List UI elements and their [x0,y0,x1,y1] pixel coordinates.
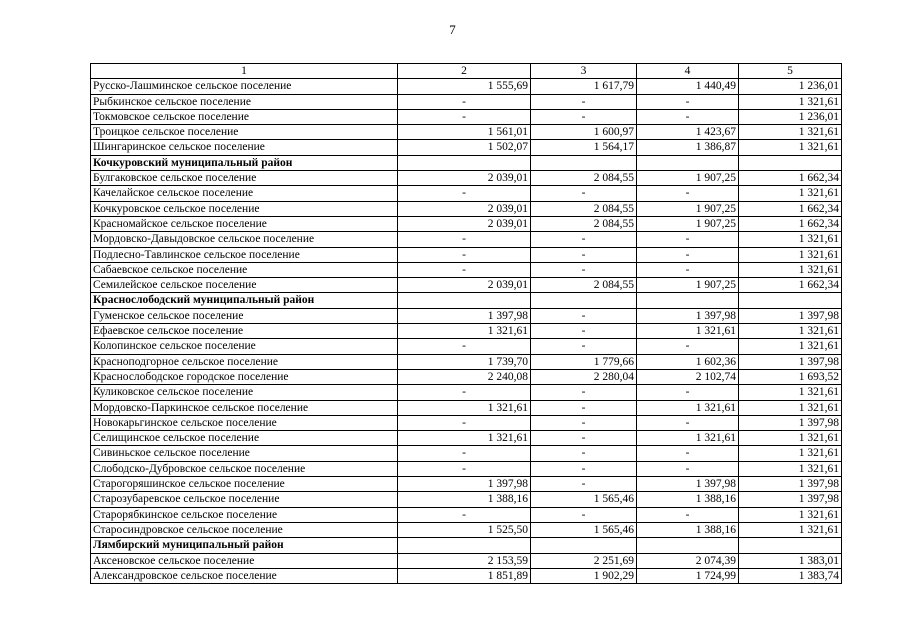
value-cell-col4: 2 074,39 [637,553,739,568]
value-cell-col5: 1 321,61 [739,446,842,461]
value-cell-col3: - [531,415,637,430]
table-row [91,247,842,262]
value-cell-col5: 1 321,61 [739,385,842,400]
table-row [91,385,842,400]
value-cell-col2: 2 039,01 [398,278,531,293]
settlement-name: Аксеновское сельское поселение [91,553,398,568]
value-cell-col4: 1 724,99 [637,568,739,583]
settlement-name: Старогоряшинское сельское поселение [91,477,398,492]
value-cell-col2: 1 397,98 [398,308,531,323]
value-cell-col3: - [531,400,637,415]
settlement-name: Булгаковское сельское поселение [91,171,398,186]
value-cell-col3: - [531,339,637,354]
value-cell-col2: - [398,385,531,400]
settlement-name: Колопинское сельское поселение [91,339,398,354]
table-row [91,400,842,415]
tariff-table [90,63,842,584]
value-cell-col5: 1 397,98 [739,308,842,323]
value-cell-col4: - [637,232,739,247]
settlement-name: Шингаринское сельское поселение [91,140,398,155]
column-header: 2 [398,64,531,79]
settlement-name: Кочкуровское сельское поселение [91,201,398,216]
value-cell-col4: - [637,94,739,109]
empty-cell [398,155,531,170]
value-cell-col2: - [398,186,531,201]
value-cell-col2: - [398,415,531,430]
value-cell-col3: - [531,507,637,522]
value-cell-col2: 1 502,07 [398,140,531,155]
settlement-name: Подлесно-Тавлинское сельское поселение [91,247,398,262]
value-cell-col4: 1 321,61 [637,400,739,415]
table-row [91,492,842,507]
value-cell-col4: - [637,415,739,430]
value-cell-col3: 2 251,69 [531,553,637,568]
value-cell-col3: 1 617,79 [531,79,637,94]
settlement-name: Сивиньское сельское поселение [91,446,398,461]
district-header-row [91,293,842,308]
value-cell-col4: 1 907,25 [637,201,739,216]
settlement-name: Русско-Лашминское сельское поселение [91,79,398,94]
settlement-name: Качелайское сельское поселение [91,186,398,201]
settlement-name: Краснослободское городское поселение [91,369,398,384]
table-row [91,140,842,155]
value-cell-col2: 2 039,01 [398,216,531,231]
value-cell-col5: 1 397,98 [739,415,842,430]
value-cell-col3: - [531,324,637,339]
value-cell-col5: 1 236,01 [739,79,842,94]
empty-cell [637,293,739,308]
value-cell-col2: - [398,339,531,354]
table-row [91,308,842,323]
value-cell-col4: - [637,247,739,262]
value-cell-col3: - [531,262,637,277]
value-cell-col4: 2 102,74 [637,369,739,384]
value-cell-col5: 1 397,98 [739,354,842,369]
value-cell-col2: 2 240,08 [398,369,531,384]
value-cell-col5: 1 321,61 [739,431,842,446]
value-cell-col2: - [398,232,531,247]
value-cell-col3: - [531,431,637,446]
empty-cell [637,538,739,553]
header-row [91,64,842,79]
settlement-name: Ефаевское сельское поселение [91,324,398,339]
table-row [91,94,842,109]
district-header-row [91,538,842,553]
value-cell-col3: 1 565,46 [531,522,637,537]
empty-cell [739,293,842,308]
settlement-name: Сабаевское сельское поселение [91,262,398,277]
settlement-name: Куликовское сельское поселение [91,385,398,400]
settlement-name: Гуменское сельское поселение [91,308,398,323]
value-cell-col2: 1 388,16 [398,492,531,507]
settlement-name: Токмовское сельское поселение [91,109,398,124]
empty-cell [531,155,637,170]
value-cell-col3: 2 084,55 [531,171,637,186]
value-cell-col2: 1 397,98 [398,477,531,492]
empty-cell [531,538,637,553]
table-row [91,232,842,247]
value-cell-col3: - [531,232,637,247]
table-row [91,171,842,186]
settlement-name: Мордовско-Паркинское сельское поселение [91,400,398,415]
table-row [91,216,842,231]
value-cell-col2: - [398,461,531,476]
value-cell-col2: 1 851,89 [398,568,531,583]
table-row [91,79,842,94]
value-cell-col4: - [637,385,739,400]
settlement-name: Краснoподгорное сельское поселение [91,354,398,369]
value-cell-col4: 1 388,16 [637,492,739,507]
table-row [91,201,842,216]
table-row [91,354,842,369]
value-cell-col2: 1 321,61 [398,324,531,339]
value-cell-col2: - [398,109,531,124]
table-row [91,446,842,461]
value-cell-col5: 1 321,61 [739,186,842,201]
value-cell-col3: - [531,109,637,124]
value-cell-col5: 1 321,61 [739,522,842,537]
value-cell-col3: 2 084,55 [531,278,637,293]
value-cell-col3: - [531,308,637,323]
table-body [91,64,842,584]
empty-cell [739,155,842,170]
value-cell-col4: 1 397,98 [637,477,739,492]
value-cell-col3: - [531,94,637,109]
district-name: Лямбирский муниципальный район [91,538,398,553]
table-row [91,477,842,492]
settlement-name: Троицкое сельское поселение [91,125,398,140]
empty-cell [531,293,637,308]
value-cell-col5: 1 397,98 [739,492,842,507]
empty-cell [398,538,531,553]
value-cell-col3: 1 600,97 [531,125,637,140]
value-cell-col3: 1 902,29 [531,568,637,583]
value-cell-col3: - [531,461,637,476]
table-row [91,431,842,446]
value-cell-col5: 1 383,74 [739,568,842,583]
empty-cell [739,538,842,553]
value-cell-col4: - [637,186,739,201]
value-cell-col5: 1 321,61 [739,140,842,155]
value-cell-col2: 1 321,61 [398,400,531,415]
value-cell-col2: 1 555,69 [398,79,531,94]
value-cell-col5: 1 236,01 [739,109,842,124]
table-row [91,415,842,430]
value-cell-col5: 1 321,61 [739,232,842,247]
value-cell-col5: 1 662,34 [739,201,842,216]
value-cell-col4: - [637,339,739,354]
value-cell-col5: 1 662,34 [739,278,842,293]
value-cell-col5: 1 321,61 [739,94,842,109]
value-cell-col5: 1 397,98 [739,477,842,492]
value-cell-col2: 2 153,59 [398,553,531,568]
table-row [91,553,842,568]
value-cell-col2: 2 039,01 [398,201,531,216]
column-header: 4 [637,64,739,79]
settlement-name: Семилейское сельское поселение [91,278,398,293]
settlement-name: Мордовско-Давыдовское сельское поселение [91,232,398,247]
table-row [91,461,842,476]
settlement-name: Слободско-Дубровское сельское поселение [91,461,398,476]
table-row [91,324,842,339]
value-cell-col4: 1 386,87 [637,140,739,155]
value-cell-col5: 1 321,61 [739,400,842,415]
value-cell-col3: 1 565,46 [531,492,637,507]
value-cell-col2: 2 039,01 [398,171,531,186]
table-row [91,125,842,140]
value-cell-col3: 2 280,04 [531,369,637,384]
table-row [91,522,842,537]
value-cell-col4: 1 440,49 [637,79,739,94]
value-cell-col2: - [398,507,531,522]
page-number: 7 [449,22,456,37]
value-cell-col4: - [637,109,739,124]
value-cell-col2: - [398,247,531,262]
table-row [91,186,842,201]
value-cell-col5: 1 321,61 [739,247,842,262]
value-cell-col5: 1 321,61 [739,125,842,140]
table-row [91,369,842,384]
settlement-name: Александровское сельское поселение [91,568,398,583]
value-cell-col2: 1 525,50 [398,522,531,537]
value-cell-col4: 1 388,16 [637,522,739,537]
value-cell-col3: 2 084,55 [531,216,637,231]
value-cell-col3: - [531,446,637,461]
value-cell-col4: 1 321,61 [637,324,739,339]
value-cell-col3: 1 564,17 [531,140,637,155]
value-cell-col4: - [637,461,739,476]
value-cell-col5: 1 693,52 [739,369,842,384]
value-cell-col5: 1 662,34 [739,171,842,186]
table-row [91,109,842,124]
value-cell-col4: 1 907,25 [637,278,739,293]
district-header-row [91,155,842,170]
value-cell-col3: 1 779,66 [531,354,637,369]
table-row [91,507,842,522]
district-name: Краснослободский муниципальный район [91,293,398,308]
value-cell-col2: - [398,446,531,461]
value-cell-col4: 1 602,36 [637,354,739,369]
empty-cell [398,293,531,308]
table-row [91,262,842,277]
value-cell-col2: - [398,94,531,109]
settlement-name: Новокарьгинское сельское поселение [91,415,398,430]
value-cell-col4: 1 321,61 [637,431,739,446]
value-cell-col3: 2 084,55 [531,201,637,216]
settlement-name: Старозубаревское сельское поселение [91,492,398,507]
column-header: 1 [91,64,398,79]
table-row [91,339,842,354]
district-name: Кочкуровский муниципальный район [91,155,398,170]
column-header: 5 [739,64,842,79]
value-cell-col3: - [531,247,637,262]
settlement-name: Старорябкинское сельское поселение [91,507,398,522]
value-cell-col3: - [531,477,637,492]
value-cell-col4: 1 907,25 [637,216,739,231]
value-cell-col4: - [637,507,739,522]
value-cell-col5: 1 321,61 [739,507,842,522]
value-cell-col5: 1 321,61 [739,262,842,277]
value-cell-col3: - [531,186,637,201]
settlement-name: Рыбкинское сельское поселение [91,94,398,109]
value-cell-col4: - [637,446,739,461]
value-cell-col4: 1 907,25 [637,171,739,186]
settlement-name: Селищинское сельское поселение [91,431,398,446]
value-cell-col2: - [398,262,531,277]
settlement-name: Старосиндровское сельское поселение [91,522,398,537]
value-cell-col4: 1 397,98 [637,308,739,323]
table-row [91,278,842,293]
column-header: 3 [531,64,637,79]
value-cell-col4: 1 423,67 [637,125,739,140]
value-cell-col5: 1 383,01 [739,553,842,568]
settlement-name: Красномайское сельское поселение [91,216,398,231]
empty-cell [637,155,739,170]
value-cell-col5: 1 321,61 [739,461,842,476]
value-cell-col4: - [637,262,739,277]
value-cell-col2: 1 561,01 [398,125,531,140]
value-cell-col5: 1 321,61 [739,339,842,354]
value-cell-col5: 1 662,34 [739,216,842,231]
table-row [91,568,842,583]
value-cell-col2: 1 739,70 [398,354,531,369]
value-cell-col2: 1 321,61 [398,431,531,446]
value-cell-col3: - [531,385,637,400]
value-cell-col5: 1 321,61 [739,324,842,339]
